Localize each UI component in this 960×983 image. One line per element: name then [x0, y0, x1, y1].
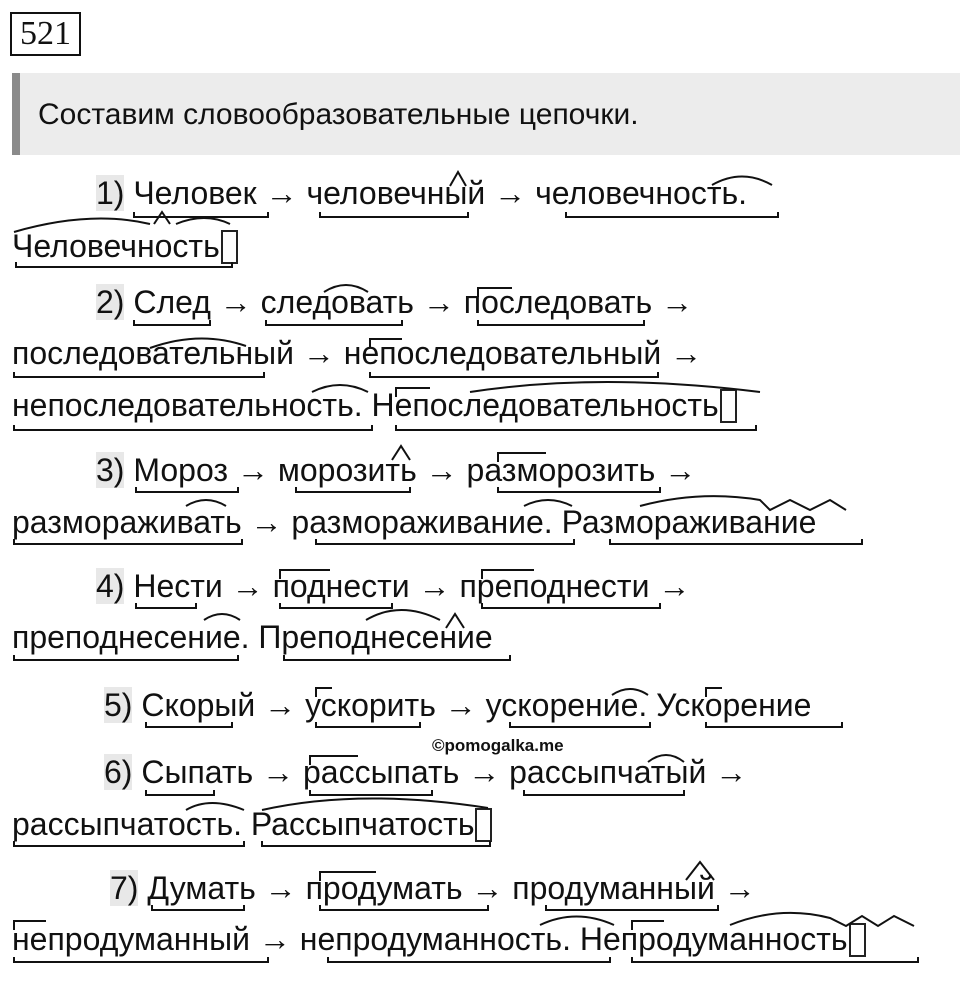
- chain-6-line-1: [104, 750, 747, 794]
- chain-2-line-2: [12, 331, 702, 375]
- chain-3-line-2: [12, 500, 816, 544]
- chain-7-text: Думать → продумать → продуманный →: [147, 870, 756, 906]
- chain-3-answer: размораживать → размораживание. Размораживание: [12, 504, 817, 540]
- chain-3-text: Мороз → морозить → разморозить →: [133, 452, 697, 488]
- chain-6-text: Сыпать → рассыпать → рассыпчатый →: [141, 754, 748, 790]
- chain-7-answer: непродуманный → непродуманность. Непродуманность: [12, 921, 848, 957]
- chain-6-line-2: [12, 802, 492, 846]
- chain-3-line-1: [96, 448, 696, 492]
- zero-ending-box: [849, 923, 866, 957]
- chain-5-answer: Скорый → ускорить → ускорение. Ускорение: [141, 687, 812, 723]
- chain-2-line-1: [96, 280, 693, 324]
- chain-4-line-2: [12, 615, 493, 659]
- chain-4-number: 4): [96, 568, 125, 604]
- chain-3-number: 3): [96, 452, 125, 488]
- instruction-text: Составим словообразовательные цепочки.: [38, 98, 639, 131]
- chain-6-number: 6): [104, 754, 133, 790]
- instruction-banner: [12, 73, 960, 155]
- chain-4-line-1: [96, 564, 690, 608]
- chain-1-number: 1): [96, 175, 125, 211]
- chain-2-text: След → следовать → последовать →: [133, 284, 694, 320]
- task-number: 521: [10, 12, 81, 56]
- chain-1-line-1: [96, 171, 747, 215]
- chain-7-line-2: [12, 917, 866, 961]
- chain-5-number: 5): [104, 687, 133, 723]
- zero-ending-box: [475, 808, 492, 842]
- chain-7-line-1: [110, 866, 756, 910]
- chain-1-text: Человек → человечный → человечность.: [133, 175, 748, 211]
- chain-2-text-2: последовательный → непоследовательный →: [12, 335, 703, 371]
- chain-4-text: Нести → поднести → преподнести →: [133, 568, 691, 604]
- chain-4-answer: преподнесение. Преподнесение: [12, 619, 493, 655]
- chain-1-line-2: [12, 224, 238, 268]
- chain-2-answer: непоследовательность. Непоследовательность: [12, 387, 719, 423]
- chain-7-number: 7): [110, 870, 139, 906]
- watermark: ©pomogalka.me: [432, 736, 564, 755]
- chain-1-answer: Человечность: [12, 228, 220, 264]
- chain-2-number: 2): [96, 284, 125, 320]
- zero-ending-box: [221, 230, 238, 264]
- chain-6-answer: рассыпчатость. Рассыпчатость: [12, 806, 475, 842]
- chain-5-line-1: [104, 683, 811, 727]
- chain-2-line-3: [12, 383, 737, 427]
- zero-ending-box: [720, 389, 737, 423]
